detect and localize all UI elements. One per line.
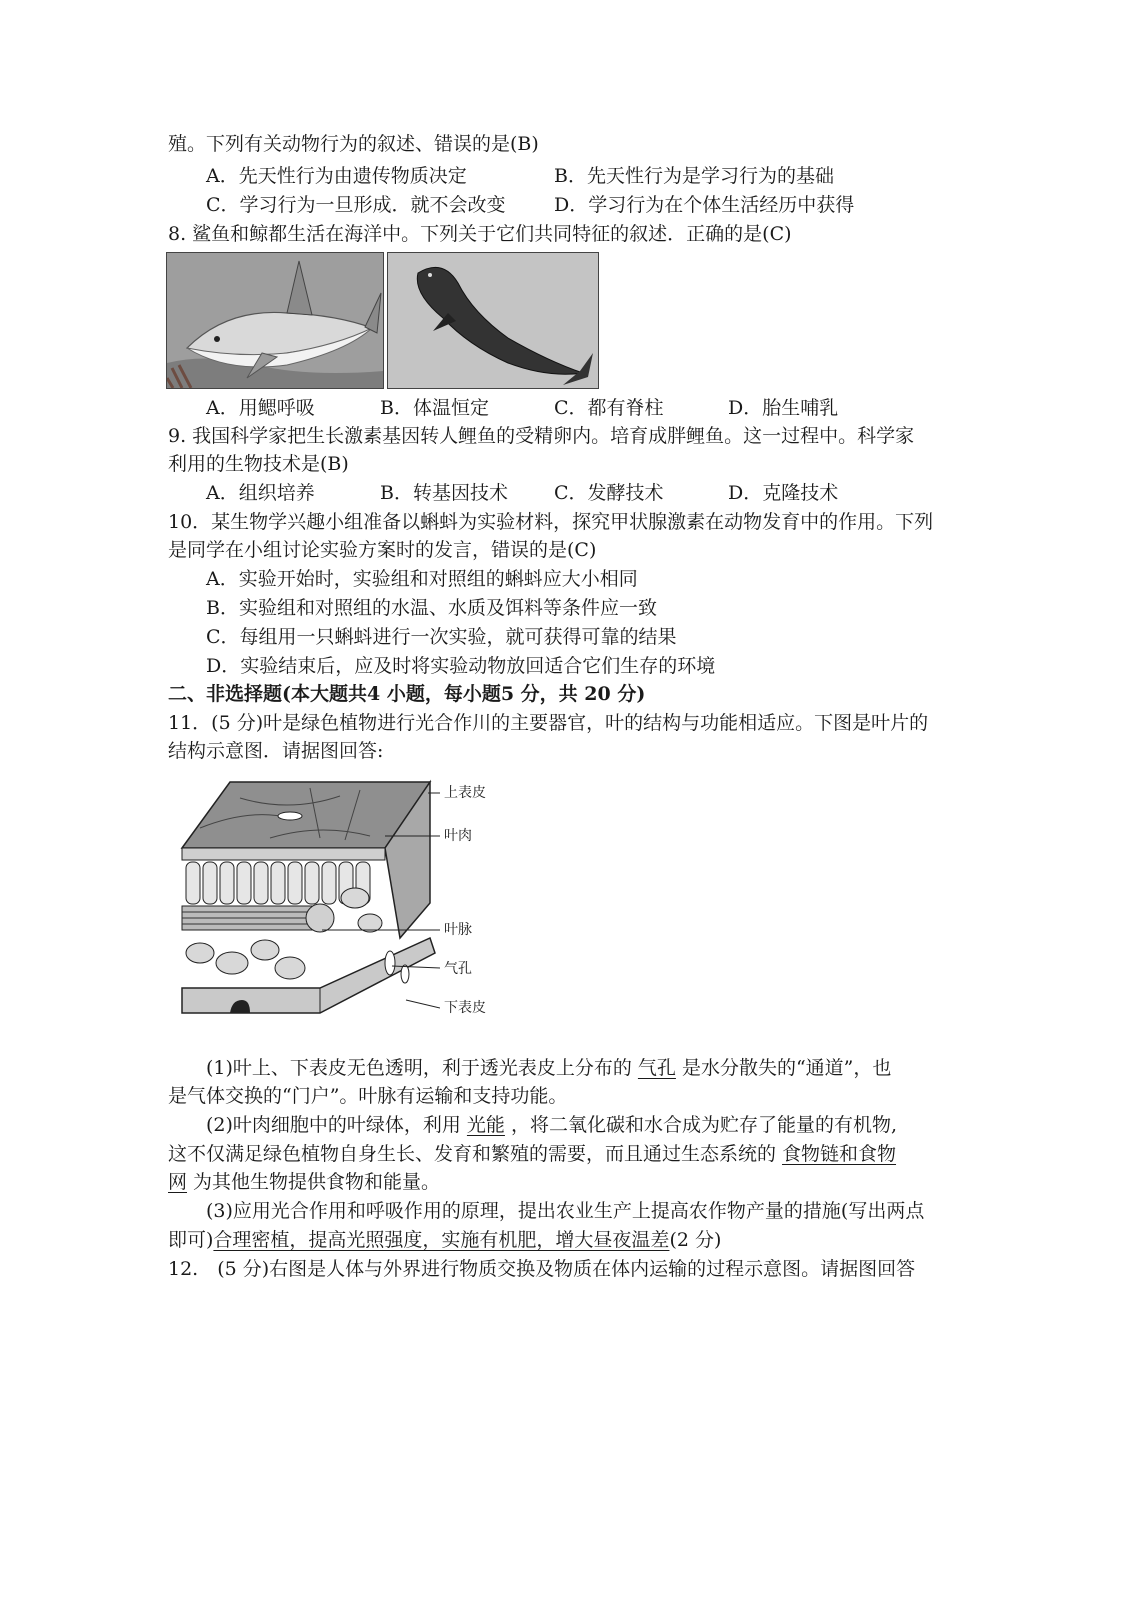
q10-option-b: B．实验组和对照组的水温、水质及饵料等条件应一致 [206,597,657,619]
q11-part2-line2-pre: 这不仅满足绿色植物自身生长、发育和繁殖的需要，而且通过生态系统的 [168,1143,777,1165]
label-vein: 叶脉 [444,922,472,938]
q11-part1-answer: 气孔 [637,1057,676,1079]
label-lower-epidermis: 下表皮 [444,1000,486,1016]
label-stoma: 气孔 [444,961,472,977]
q9-stem-line2: 利用的生物技术是(B) [168,453,349,475]
label-upper-epidermis: 上表皮 [444,785,486,801]
whale-photo [387,252,599,389]
q12-stem: 12. (5 分)右图是人体与外界进行物质交换及物质在体内运输的过程示意图。请据图回答 [168,1258,916,1280]
q11-part1-post: 是水分散失的“通道”，也 [681,1057,892,1079]
q11-part1-line2: 是气体交换的“门户”。叶脉有运输和支持功能。 [168,1085,568,1107]
q11-part2-line3 [168,1169,440,1195]
q10-option-a: A．实验开始时，实验组和对照组的蝌蚪应大小相同 [206,568,638,590]
section-heading: 二、非选择题(本大题共4 小题，每小题5 分，共 20 分) [168,683,646,705]
q10-option-d: D．实验结束后，应及时将实验动物放回适合它们生存的环境 [206,655,716,677]
q8-option-b: B．体温恒定 [380,397,489,419]
q11-part2-post: ，将二氧化碳和水合成为贮存了能量的有机物, [510,1114,897,1136]
q11-part2-line3-post: 为其他生物提供食物和能量。 [193,1171,441,1193]
q8-option-d: D．胎生哺乳 [728,397,839,419]
q9-option-b: B．转基因技术 [380,482,508,504]
q8-option-a: A．用鳃呼吸 [206,397,315,419]
leaf-structure-diagram [170,778,440,1023]
q11-part2-answer: 光能 [466,1114,505,1136]
q11-part3-answer: 合理密植，提高光照强度，实施有机肥，增大昼夜温差 [213,1229,670,1251]
q11-part3-line2 [168,1227,721,1253]
q11-part3-line1: (3)应用光合作用和呼吸作用的原理，提出农业生产上提高农作物产量的措施(写出两点 [206,1200,925,1222]
q11-part2-line2 [168,1141,902,1167]
q7-option-a: A．先天性行为由遗传物质决定 [206,165,467,187]
q11-part3-post: (2 分) [669,1229,722,1251]
q11-part1-line1 [206,1055,891,1081]
label-mesophyll: 叶肉 [444,828,472,844]
q10-stem-line1: 10．某生物学兴趣小组准备以蝌蚪为实验材料，探究甲状腺激素在动物发育中的作用。下列 [168,511,934,533]
q11-stem-line1: 11．(5 分)叶是绿色植物进行光合作川的主要器官，叶的结构与功能相适应。下图是叶片的 [168,712,929,734]
q10-option-c: C．每组用一只蝌蚪进行一次实验，就可获得可靠的结果 [206,626,677,648]
q10-stem-line2: 是同学在小组讨论实验方案时的发言，错误的是(C) [168,539,597,561]
q8-option-c: C．都有脊柱 [554,397,664,419]
q11-part1-pre: (1)叶上、下表皮无色透明，利于透光表皮上分布的 [206,1057,632,1079]
shark-photo [166,252,384,389]
q7-option-d: D．学习行为在个体生活经历中获得 [554,194,855,216]
q9-option-a: A．组织培养 [206,482,315,504]
q9-option-d: D．克隆技术 [728,482,839,504]
q7-stem: 殖。下列有关动物行为的叙述、错误的是(B) [168,133,539,155]
q11-part2-answer2b: 网 [168,1171,188,1193]
q11-part3-line2-pre: 即可) [168,1229,214,1251]
q8-stem: 8. 鲨鱼和鲸都生活在海洋中。下列关于它们共同特征的叙述．正确的是(C) [168,223,792,245]
q7-option-b: B．先天性行为是学习行为的基础 [554,165,834,187]
q9-option-c: C．发酵技术 [554,482,664,504]
q9-stem-line1: 9. 我国科学家把生长激素基因转人鲤鱼的受精卵内。培育成胖鲤鱼。这一过程中。科学家 [168,425,915,447]
q11-part2-pre: (2)叶肉细胞中的叶绿体，利用 [206,1114,461,1136]
q11-part2-answer2a: 食物链和食物 [782,1143,897,1165]
q7-option-c: C．学习行为一旦形成．就不会改变 [206,194,506,216]
q11-stem-line2: 结构示意图．请据图回答: [168,740,384,762]
q11-part2-line1 [206,1112,897,1138]
